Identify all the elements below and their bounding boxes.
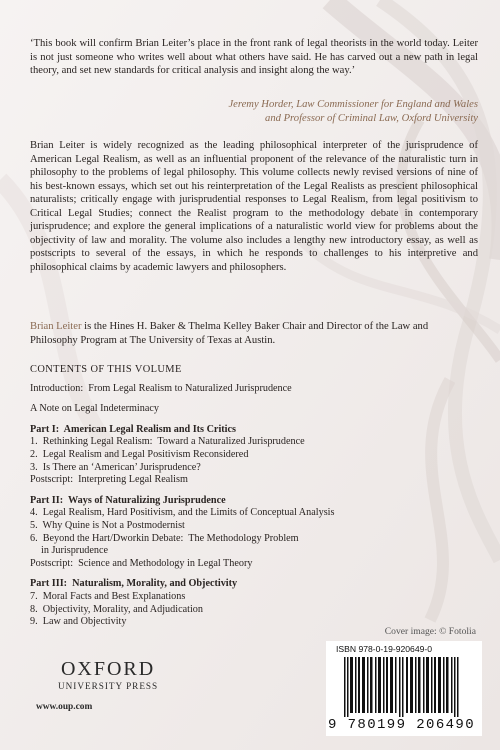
author-bio-text: is the Hines H. Baker & Thelma Kelley Baker Chair and Director of the Law and Philosophy Program at The University of Texas at Austin. [30, 321, 429, 346]
toc-part-3: Part III: Naturalism, Morality, and Objectivity [30, 578, 238, 590]
barcode-icon [334, 657, 474, 717]
toc-item: 8. Objectivity, Morality, and Adjudication [30, 603, 203, 615]
book-description: Brian Leiter is widely recognized as the leading philosophical interpreter of the jurisprudence of American Legal Realism, as well as an influential proponent of the relevance of the naturalistic turn in philosophy to the problems of legal philosophy. This volume collects newly revised versions of nine of his best-known essays, which set out his reinterpretation of the Legal Realists as prescient philosophical naturalists; critically engage with jurisprudential responses to Legal Realism, from legal positivism to Critical Legal Studies; connect the Realist program to the methodology debate in contemporary jurisprudence; and explore the general implications of a naturalistic world view for problems about the objectivity of law and morality. The volume also includes a lengthy new introductory essay, as well as postscripts to several of the essays, in which he responds to challenges to his interpretive and philosophical claims by academic lawyers and philosophers. [30, 140, 478, 273]
toc-part-2: Part II: Ways of Naturalizing Jurisprudence [30, 494, 226, 506]
publisher-url: www.oup.com [36, 702, 93, 712]
quote-text: ‘This book will confirm Brian Leiter’s place in the front rank of legal theorists in the world today. Leiter is not just someone who writes well about what others have said. He has carved out a new path in legal theory, and set new standards for critical analysis and insight along the way.’ [30, 38, 478, 76]
author-bio [30, 320, 478, 347]
toc-intro: Introduction: From Legal Realism to Naturalized Jurisprudence [30, 382, 292, 394]
toc-heading: CONTENTS OF THIS VOLUME [30, 364, 182, 375]
toc-item: 3. Is There an ‘American’ Jurisprudence? [30, 461, 201, 473]
toc-item: 5. Why Quine is Not a Postmodernist [30, 519, 185, 531]
attribution-line-2: and Professor of Criminal Law, Oxford University [265, 112, 478, 124]
publisher-name: OXFORD [60, 658, 156, 680]
toc-note: A Note on Legal Indeterminacy [30, 403, 159, 415]
toc-item: 4. Legal Realism, Hard Positivism, and the Limits of Conceptual Analysis [30, 507, 335, 519]
publisher-logo [58, 658, 158, 691]
attribution-line-1: Jeremy Horder, Law Commissioner for England and Wales [228, 99, 478, 110]
author-name: Brian Leiter [30, 321, 82, 332]
toc-item: 6. Beyond the Hart/Dworkin Debate: The Methodology Problem [30, 532, 299, 544]
toc-part-1: Part I: American Legal Realism and Its Critics [30, 423, 236, 435]
toc-item-continued: in Jurisprudence [41, 545, 109, 557]
publisher-subtitle: UNIVERSITY PRESS [58, 681, 159, 691]
toc-postscript: Postscript: Interpreting Legal Realism [30, 474, 188, 486]
table-of-contents [30, 364, 478, 629]
toc-item: 9. Law and Objectivity [30, 616, 127, 628]
endorsement-quote [30, 37, 478, 78]
quote-attribution [228, 98, 478, 125]
cover-image-credit: Cover image: © Fotolia [384, 626, 476, 637]
toc-postscript: Postscript: Science and Methodology in Legal Theory [30, 557, 253, 569]
toc-item: 1. Rethinking Legal Realism: Toward a Naturalized Jurisprudence [30, 436, 305, 448]
isbn-label: ISBN 978-0-19-920649-0 [336, 644, 433, 654]
toc-item: 7. Moral Facts and Best Explanations [30, 590, 186, 602]
isbn-barcode [326, 641, 482, 736]
toc-item: 2. Legal Realism and Legal Positivism Reconsidered [30, 448, 249, 460]
isbn-digits: 9 780199 206490 [328, 717, 476, 733]
